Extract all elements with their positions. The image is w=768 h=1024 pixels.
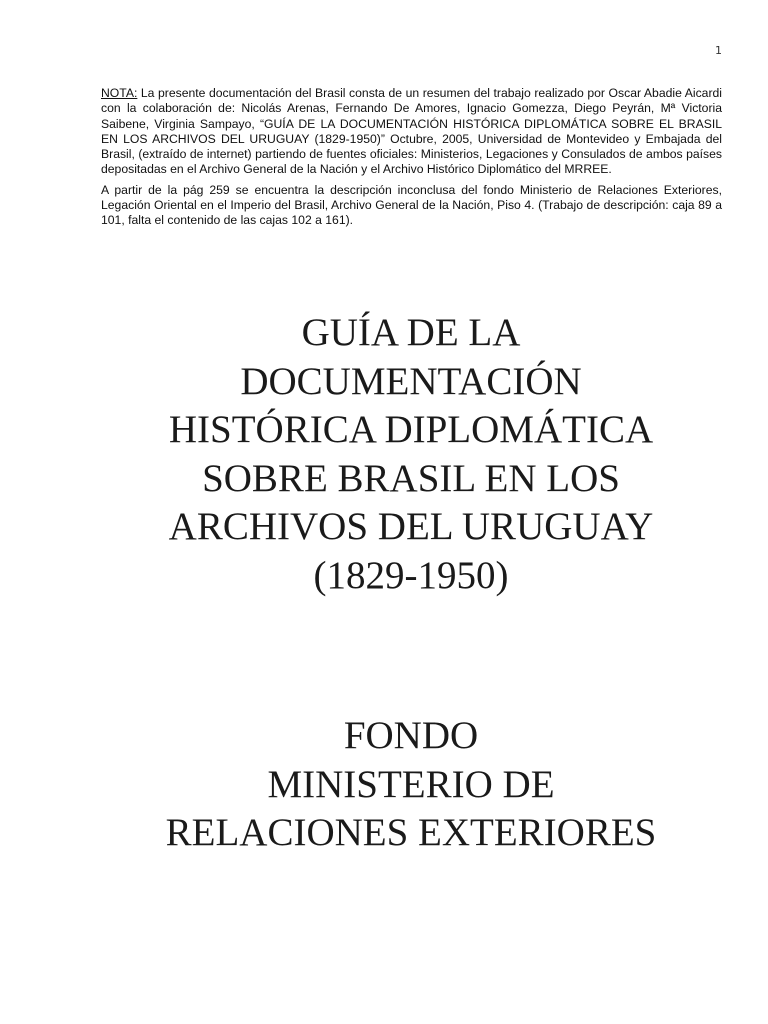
title-line-5: ARCHIVOS DEL URUGUAY — [168, 505, 654, 548]
note-paragraph-1-text: La presente documentación del Brasil consta de un resumen del trabajo realizado por Oscar Abadie Aicardi con la colaboración de: Nicolás Arenas, Fernando De Amores, Ignacio Gomezza, Diego Peyrán, Mª Victoria Saibene, Virginia Sampayo, “GUÍA DE LA DOCUMENTACIÓN HISTÓRICA DIPLOMÁTICA SOBRE EL BRASIL EN LOS ARCHIVOS DEL URUGUAY (1829-1950)” Octubre, 2005, Universidad de Montevideo y Embajada del Brasil, (extraído de internet) partiendo de fuentes oficiales: Ministerios, Legaciones y Consulados de ambos países depositadas en el Archivo General de la Nación y el Archivo Histórico Diplomático del MRREE. — [101, 86, 722, 177]
fondo-line-3: RELACIONES EXTERIORES — [165, 811, 657, 854]
title-line-2: DOCUMENTACIÓN — [240, 359, 582, 403]
title-line-4: SOBRE BRASIL EN LOS — [202, 456, 620, 500]
fondo-line-1: FONDO — [343, 714, 479, 757]
title-line-6: (1829-1950) — [313, 553, 509, 597]
note-block — [101, 86, 722, 229]
note-paragraph-2: A partir de la pág 259 se encuentra la descripción inconclusa del fondo Ministerio de Relaciones Exteriores, Legación Oriental en el Imperio del Brasil, Archivo General de la Nación, Piso 4. (Trabajo de descripción: caja 89 a 101, falta el contenido de las cajas 102 a 161). — [101, 182, 722, 228]
document-title — [100, 309, 722, 600]
page-number: 1 — [715, 44, 722, 57]
note-label: NOTA: — [101, 86, 138, 100]
fondo-line-2: MINISTERIO DE — [267, 762, 555, 806]
note-paragraph-1 — [101, 86, 722, 178]
title-line-3: HISTÓRICA DIPLOMÁTICA — [168, 408, 654, 451]
fondo-heading — [100, 712, 722, 858]
title-line-1: GUÍA DE LA — [301, 311, 521, 354]
